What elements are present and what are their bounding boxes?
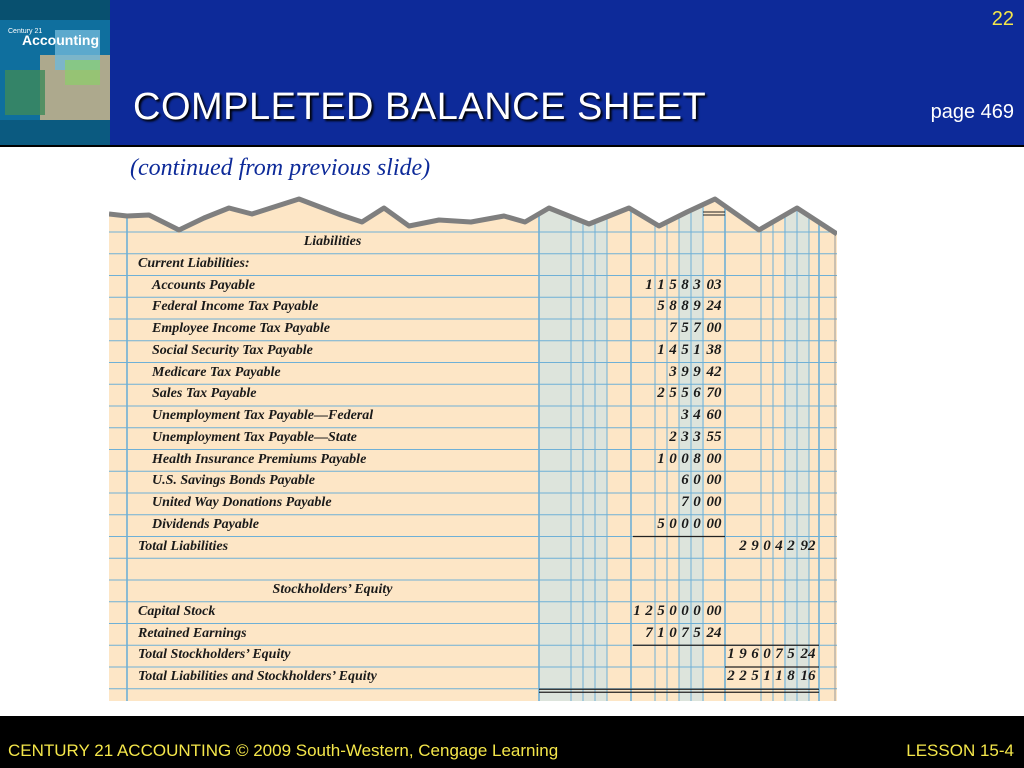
ledger-row-label: Current Liabilities: (138, 255, 250, 271)
ledger-row (109, 471, 837, 493)
inner-amount (655, 451, 725, 471)
amount-digit: 5 (657, 602, 665, 619)
amount-digit: 5 (681, 341, 689, 358)
amount-digit: 2 (669, 428, 677, 445)
amount-digit: 3 (693, 276, 701, 293)
ledger-row (109, 341, 837, 363)
amount-digit: 9 (751, 537, 759, 554)
ledger-row (109, 319, 837, 341)
ledger-row-label: Social Security Tax Payable (152, 342, 313, 358)
balance-sheet-ledger (109, 186, 837, 701)
amount-digit: 3 (669, 363, 677, 380)
amount-digit: 5 (657, 298, 665, 315)
ledger-row (109, 276, 837, 298)
amount-cents: 00 (706, 494, 722, 510)
ledger-row-label: Medicare Tax Payable (152, 364, 281, 380)
amount-cents: 00 (706, 515, 722, 532)
amount-cents: 60 (706, 407, 722, 423)
amount-digit: 7 (645, 624, 653, 641)
amount-digit: 5 (693, 624, 701, 641)
page-reference: page 469 (930, 101, 1014, 123)
ledger-row (109, 254, 837, 276)
amount-digit: 0 (763, 646, 771, 663)
book-cover-title-text: Accounting (22, 32, 99, 48)
ledger-row (109, 558, 837, 580)
amount-digit: 2 (739, 668, 747, 684)
ledger-row-label: Employee Income Tax Payable (152, 321, 330, 336)
outer-amount (725, 646, 819, 666)
ledger-row (109, 537, 837, 559)
amount-digit: 0 (693, 602, 701, 619)
amount-digit: 9 (739, 646, 747, 663)
amount-digit: 6 (693, 385, 701, 402)
ledger-row (109, 406, 837, 428)
ledger-row-label: Unemployment Tax Payable—State (152, 429, 357, 445)
amount-digit: 1 (645, 276, 653, 293)
ledger-row (109, 602, 837, 624)
book-cover-image (0, 0, 110, 145)
amount-digit: 9 (693, 363, 701, 380)
inner-amount (679, 407, 725, 427)
amount-digit: 9 (693, 298, 701, 315)
ledger-row-label: Accounts Payable (152, 277, 256, 293)
amount-digit: 5 (669, 276, 677, 293)
amount-digit: 0 (681, 602, 689, 619)
ledger-row (109, 450, 837, 472)
amount-digit: 7 (669, 320, 677, 336)
inner-amount (631, 603, 725, 623)
slide-subtitle: (continued from previous slide) (130, 155, 431, 181)
amount-digit: 8 (681, 298, 689, 315)
ledger-row (109, 515, 837, 537)
amount-digit: 5 (751, 668, 759, 684)
inner-amount (655, 342, 725, 362)
ledger-row (109, 645, 837, 667)
inner-amount (655, 298, 725, 318)
amount-cents: 00 (706, 472, 722, 489)
ledger-row (109, 428, 837, 450)
inner-amount (667, 364, 725, 384)
amount-digit: 7 (693, 320, 701, 336)
amount-cents: 24 (706, 624, 722, 641)
inner-amount (655, 385, 725, 405)
amount-cents: 03 (706, 276, 722, 293)
ledger-row (109, 624, 837, 646)
inner-amount (679, 494, 725, 514)
amount-digit: 1 (633, 602, 641, 619)
amount-digit: 7 (681, 494, 689, 510)
amount-digit: 0 (681, 450, 689, 467)
footer-copyright: CENTURY 21 ACCOUNTING © 2009 South-Western, Cengage Learning (8, 741, 559, 760)
amount-digit: 1 (657, 624, 665, 641)
amount-digit: 7 (775, 646, 783, 663)
amount-digit: 8 (787, 668, 795, 684)
amount-digit: 2 (645, 602, 653, 619)
amount-digit: 5 (657, 515, 665, 532)
outer-amount (725, 668, 819, 688)
amount-digit: 1 (763, 668, 771, 684)
ledger-row (109, 580, 837, 602)
amount-digit: 6 (751, 646, 759, 663)
inner-amount (655, 516, 725, 536)
amount-digit: 1 (775, 668, 783, 684)
inner-amount (643, 625, 725, 645)
amount-digit: 1 (657, 276, 665, 293)
amount-digit: 0 (763, 537, 771, 554)
amount-digit: 0 (681, 515, 689, 532)
amount-cents: 55 (706, 428, 722, 445)
amount-digit: 2 (739, 537, 747, 554)
ledger-row-label: Dividends Payable (152, 516, 259, 532)
amount-cents: 70 (706, 385, 722, 402)
amount-cents: 00 (706, 320, 722, 336)
amount-digit: 1 (657, 341, 665, 358)
amount-digit: 0 (669, 624, 677, 641)
ledger-row-label: Health Insurance Premiums Payable (152, 451, 367, 467)
ledger-row-label: Unemployment Tax Payable—Federal (152, 408, 374, 423)
inner-amount (679, 472, 725, 492)
amount-digit: 9 (681, 363, 689, 380)
amount-cents: 92 (800, 537, 816, 554)
inner-amount (667, 320, 725, 340)
amount-digit: 2 (657, 385, 665, 402)
amount-digit: 4 (693, 407, 701, 423)
ledger-row (109, 232, 837, 254)
book-cover-small-text: Century 21 (8, 28, 43, 35)
ledger-row-label: Capital Stock (138, 603, 216, 619)
ledger-row (109, 493, 837, 515)
ledger-row (109, 297, 837, 319)
amount-digit: 3 (681, 428, 689, 445)
amount-digit: 3 (681, 407, 689, 423)
ledger-row-label: Total Stockholders’ Equity (138, 647, 291, 663)
ledger-row (109, 363, 837, 385)
ledger-row-label: Total Liabilities and Stockholders’ Equity (138, 669, 377, 684)
slide-title: COMPLETED BALANCE SHEET (133, 86, 707, 128)
header-divider (0, 145, 1024, 147)
ledger-row-label: Retained Earnings (138, 625, 247, 641)
ledger-row (109, 384, 837, 406)
ledger-row (109, 667, 837, 689)
amount-cents: 00 (706, 602, 722, 619)
ledger-row-label: United Way Donations Payable (152, 495, 332, 510)
amount-digit: 4 (669, 341, 677, 358)
outer-amount (737, 538, 819, 558)
ledger-row-label: Federal Income Tax Payable (152, 299, 319, 315)
amount-digit: 0 (693, 515, 701, 532)
amount-digit: 6 (681, 472, 689, 489)
amount-cents: 24 (800, 646, 816, 663)
amount-digit: 0 (693, 494, 701, 510)
amount-digit: 8 (669, 298, 677, 315)
amount-cents: 16 (800, 668, 816, 684)
amount-digit: 2 (787, 537, 795, 554)
amount-digit: 8 (681, 276, 689, 293)
inner-amount (667, 429, 725, 449)
amount-digit: 1 (657, 450, 665, 467)
amount-digit: 0 (669, 450, 677, 467)
amount-cents: 42 (706, 363, 722, 380)
amount-digit: 1 (693, 341, 701, 358)
ledger-row-label: Total Liabilities (138, 538, 229, 554)
amount-digit: 2 (727, 668, 735, 684)
amount-digit: 8 (693, 450, 701, 467)
inner-amount (643, 277, 725, 297)
ledger-row-label: U.S. Savings Bonds Payable (152, 473, 315, 489)
amount-digit: 0 (693, 472, 701, 489)
footer-lesson: LESSON 15-4 (906, 741, 1014, 760)
ledger-row-label: Liabilities (303, 234, 362, 249)
amount-digit: 5 (787, 646, 795, 663)
ledger-row-label: Sales Tax Payable (152, 386, 257, 402)
slide-number: 22 (991, 8, 1014, 30)
amount-digit: 1 (727, 646, 735, 663)
amount-cents: 24 (706, 298, 722, 315)
amount-digit: 5 (681, 320, 689, 336)
amount-digit: 3 (693, 428, 701, 445)
amount-digit: 0 (669, 602, 677, 619)
amount-digit: 5 (669, 385, 677, 402)
ledger-row-label: Stockholders’ Equity (272, 582, 393, 597)
amount-digit: 7 (681, 624, 689, 641)
amount-digit: 5 (681, 385, 689, 402)
amount-cents: 38 (706, 341, 722, 358)
amount-digit: 0 (669, 515, 677, 532)
amount-digit: 4 (775, 537, 783, 554)
amount-cents: 00 (706, 450, 722, 467)
